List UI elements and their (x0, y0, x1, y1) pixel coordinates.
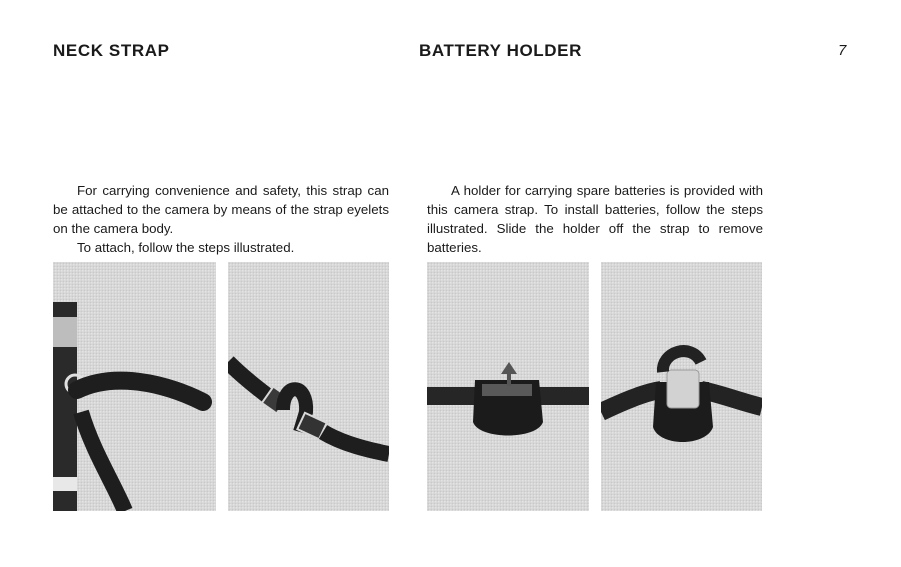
page-number: 7 (838, 42, 847, 59)
arrow-up-icon (501, 362, 517, 374)
holder-lid (663, 351, 701, 372)
camera-chrome-strip (53, 317, 77, 347)
neck-strap-photo-1 (53, 262, 216, 511)
strap-lower-arm (81, 412, 125, 511)
battery-holder-paragraph-1: A holder for carrying spare batteries is provided with this camera strap. To install batteries, follow the steps illustrated. Slide the holder off the strap to remove batteries. (427, 183, 763, 255)
neck-strap-paragraph-1: For carrying convenience and safety, this strap can be attached to the camera by means of the strap eyelets on the camera body. (53, 183, 389, 236)
camera-chrome-band (53, 477, 77, 491)
battery-holder-photo-2 (601, 262, 762, 511)
neck-strap-photo-2 (228, 262, 389, 511)
strap-right-segment (323, 432, 389, 454)
arrow-shaft (507, 372, 511, 386)
battery-cell (667, 370, 699, 408)
neck-strap-paragraph-2: To attach, follow the steps illustrated. (77, 240, 295, 255)
neck-strap-text (53, 181, 389, 257)
battery-holder-text (427, 181, 763, 257)
neck-strap-heading: NECK STRAP (53, 41, 170, 60)
strap-left-segment (228, 362, 273, 400)
strap-band-left (601, 390, 661, 412)
battery-holder-photo-1 (427, 262, 589, 511)
strap-upper-arm (77, 381, 203, 402)
battery-holder-heading: BATTERY HOLDER (419, 41, 582, 60)
